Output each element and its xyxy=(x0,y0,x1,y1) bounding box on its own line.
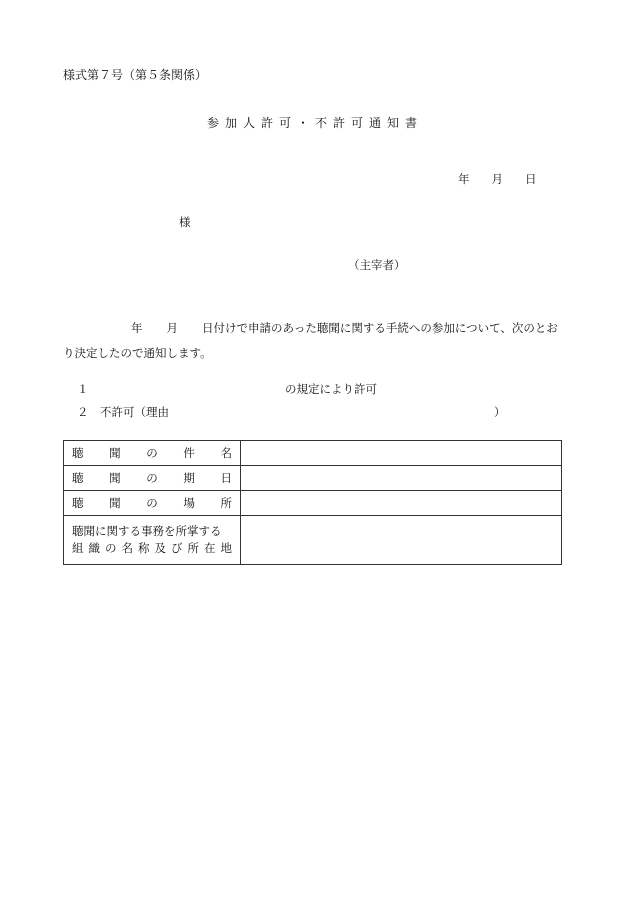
date-line xyxy=(458,171,537,187)
addressee-suffix: 様 xyxy=(179,215,191,229)
table-row xyxy=(64,466,562,491)
organization-value[interactable] xyxy=(241,516,562,565)
body-month: 月 xyxy=(166,321,178,335)
document-title: 参加人許可・不許可通知書 xyxy=(206,116,423,130)
hearing-info-table xyxy=(63,440,562,565)
item1-permit-text: の規定により許可 xyxy=(285,382,377,396)
body-text: 日付けで申請のあった聴聞に関する手続への参加について、次のとおり決定したので通知します。 xyxy=(63,321,558,360)
date-day: 日 xyxy=(525,172,537,186)
body-year: 年 xyxy=(131,321,143,335)
hearing-place-label: 聴 聞 の 場 所 xyxy=(64,491,241,516)
hearing-place-value[interactable] xyxy=(241,491,562,516)
item2-close-paren: ） xyxy=(494,405,506,419)
hearing-date-label: 聴 聞 の 期 日 xyxy=(64,466,241,491)
table-row xyxy=(64,441,562,466)
organization-label xyxy=(64,516,241,565)
hearing-subject-value[interactable] xyxy=(241,441,562,466)
organization-label-line2: 組 織 の 名 称 及 び 所 在 地 xyxy=(72,541,232,555)
sender-label: （主宰者） xyxy=(348,258,406,272)
date-month: 月 xyxy=(491,172,503,186)
item2-denial-text: ２ 不許可（理由 xyxy=(77,405,169,419)
hearing-date-value[interactable] xyxy=(241,466,562,491)
item1-number: １ xyxy=(77,382,89,396)
notice-body xyxy=(63,316,563,366)
date-year: 年 xyxy=(458,172,470,186)
table-row xyxy=(64,491,562,516)
hearing-subject-label: 聴 聞 の 件 名 xyxy=(64,441,241,466)
organization-label-line1: 聴聞に関する事務を所掌する xyxy=(72,524,222,538)
table-row xyxy=(64,516,562,565)
form-number: 様式第７号（第５条関係） xyxy=(63,68,208,82)
